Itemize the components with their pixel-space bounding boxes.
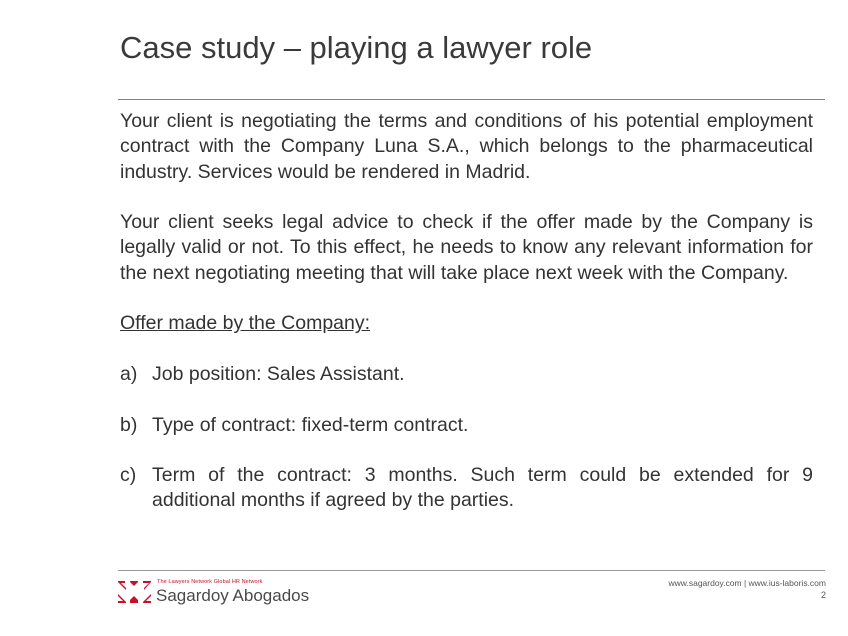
offer-item-contract-term [120,463,813,514]
offer-heading: Offer made by the Company: [120,312,371,335]
offer-item-marker: a) [120,362,138,385]
offer-item-text: Term of the contract: 3 months. Such term could be extended for 9 additional months if agreed by the parties. [152,464,813,512]
offer-list [120,362,813,514]
offer-item-text: Type of contract: fixed-term contract. [152,413,469,436]
sagardoy-logo-icon [117,580,153,604]
title-divider [118,99,825,100]
logo-name: Sagardoy Abogados [156,586,310,605]
offer-item-job-position [120,362,813,387]
slide-body [120,109,813,539]
footer-divider [118,570,825,571]
offer-item-text: Job position: Sales Assistant. [152,362,405,385]
page-number: 2 [820,590,826,600]
offer-item-marker: c) [120,464,137,487]
offer-item-contract-type [120,413,813,438]
offer-item-marker: b) [120,413,138,436]
footer-websites: www.sagardoy.com | www.ius-laboris.com [668,578,826,588]
advice-paragraph: Your client seeks legal advice to check if the offer made by the Company is legally valid or not. To this effect, he needs to know any relevant information for the next negotiating meeting that will take place next week with the Company. [120,211,813,284]
slide-title: Case study – playing a lawyer role [120,30,593,65]
intro-paragraph: Your client is negotiating the terms and conditions of his potential employment contract with the Company Luna S.A., which belongs to the pharmaceutical industry. Services would be rendered in Madrid. [120,110,813,183]
logo-tagline: The Lawyers Network Global HR Network [157,579,263,585]
